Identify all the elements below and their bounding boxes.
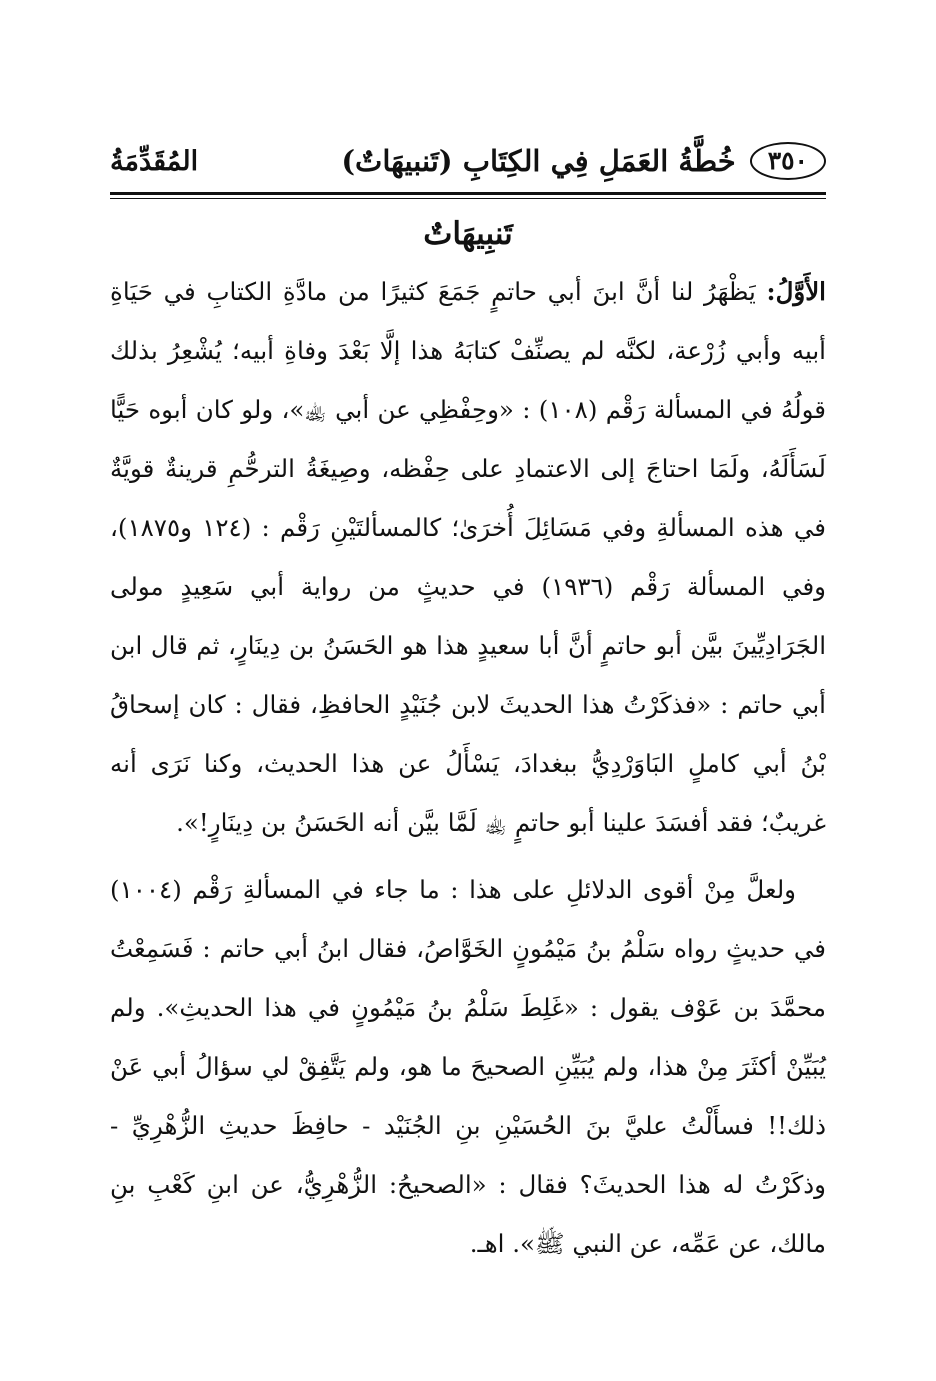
header-rule-thick [110,192,826,195]
section-heading: تَنبِيهَاتٌ [423,216,513,252]
page [110,130,826,1273]
header-rule-thin [110,198,826,199]
paragraph-text: ولعلَّ مِنْ أقوى الدلائلِ على هذا : ما جاء في المسألةِ رَقْم (١٠٠٤) في حديثٍ رواه سَلْمُ بنُ مَيْمُونٍ الخَوَّاصُ، فقال ابنُ أبي حاتم : فَسَمِعْتُ محمَّدَ بن عَوْف يقول : «غَلِطَ سَلْمُ بنُ مَيْمُونٍ في هذا الحديثِ». ولم يُبَيِّنْ أكثَرَ مِنْ هذا، ولم يُبَيِّنِ الصحيحَ ما هو، ولم يَتَّفِقْ لي سؤالُ أبي عَنْ ذلك!! فسأَلْتُ عليَّ بنَ الحُسَيْنِ بنِ الجُنَيْد - حافِظَ حديثِ الزُّهْرِيِّ - وذكَرْتُ له هذا الحديثَ؟ فقال : «الصحيحُ: الزُّهْرِيُّ، عن ابنِ كَعْبِ بنِ مالك، عن عَمِّه، عن النبي ﷺ». اهـ. [110,875,826,1259]
running-title: خُطَّةُ العَمَلِ فِي الكِتَابِ (تَنبيهَاتٌ) [341,144,736,178]
header-right [341,142,826,180]
page-header [110,130,826,192]
paragraph-text: يَظْهَرُ لنا أنَّ ابنَ أبي حاتمٍ جَمَعَ كثيرًا من مادَّةِ الكتابِ في حَيَاةِ أبيه وأبي زُرْعة، لكنَّه لم يصنِّفْ كتابَهُ هذا إلَّا بَعْدَ وفاةِ أبيه؛ يُشْعِرُ بذلك قولُهُ في المسألة رَقْم (١٠٨) : «وحِفْظِي عن أبي ﵀»، ولو كان أبوه حَيًّا لَسَأَلَهُ، ولَمَا احتاجَ إلى الاعتمادِ على حِفْظه، وصِيغَةُ الترحُّمِ قرينةٌ قويَّةٌ في هذه المسألةِ وفي مَسَائِلَ أُخرَىٰ؛ كالمسألتَيْنِ رَقْم : (١٢٤ و١٨٧٥)، وفي المسألة رَقْم (١٩٣٦) في حديثٍ من رواية أبي سَعِيدٍ مولى الجَرَادِيِّينَ بيَّن أبو حاتمٍ أنَّ أبا سعيدٍ هذا هو الحَسَنُ بن دِينَارٍ، ثم قال ابن أبي حاتم : «فذكَرْتُ هذا الحديثَ لابن جُنَيْدٍ الحافظِ، فقال : كان إسحاقُ بْنُ أبي كاملٍ البَاوَرْدِيُّ ببغدادَ، يَسْأَلُ عن هذا الحديث، وكنا نَرَى أنه غريبٌ؛ فقد أفسَدَ علينا أبو حاتمٍ ﵀ لَمَّا بيَّن أنه الحَسَنُ بن دِينَارٍ!». [110,277,826,838]
paragraph-lead: الأَوَّلُ: [766,277,826,307]
page-number: ٣٥٠ [750,142,826,180]
section-name: المُقَدِّمَةُ [110,145,199,177]
paragraph-2 [110,860,826,1273]
paragraph-1 [110,262,826,852]
